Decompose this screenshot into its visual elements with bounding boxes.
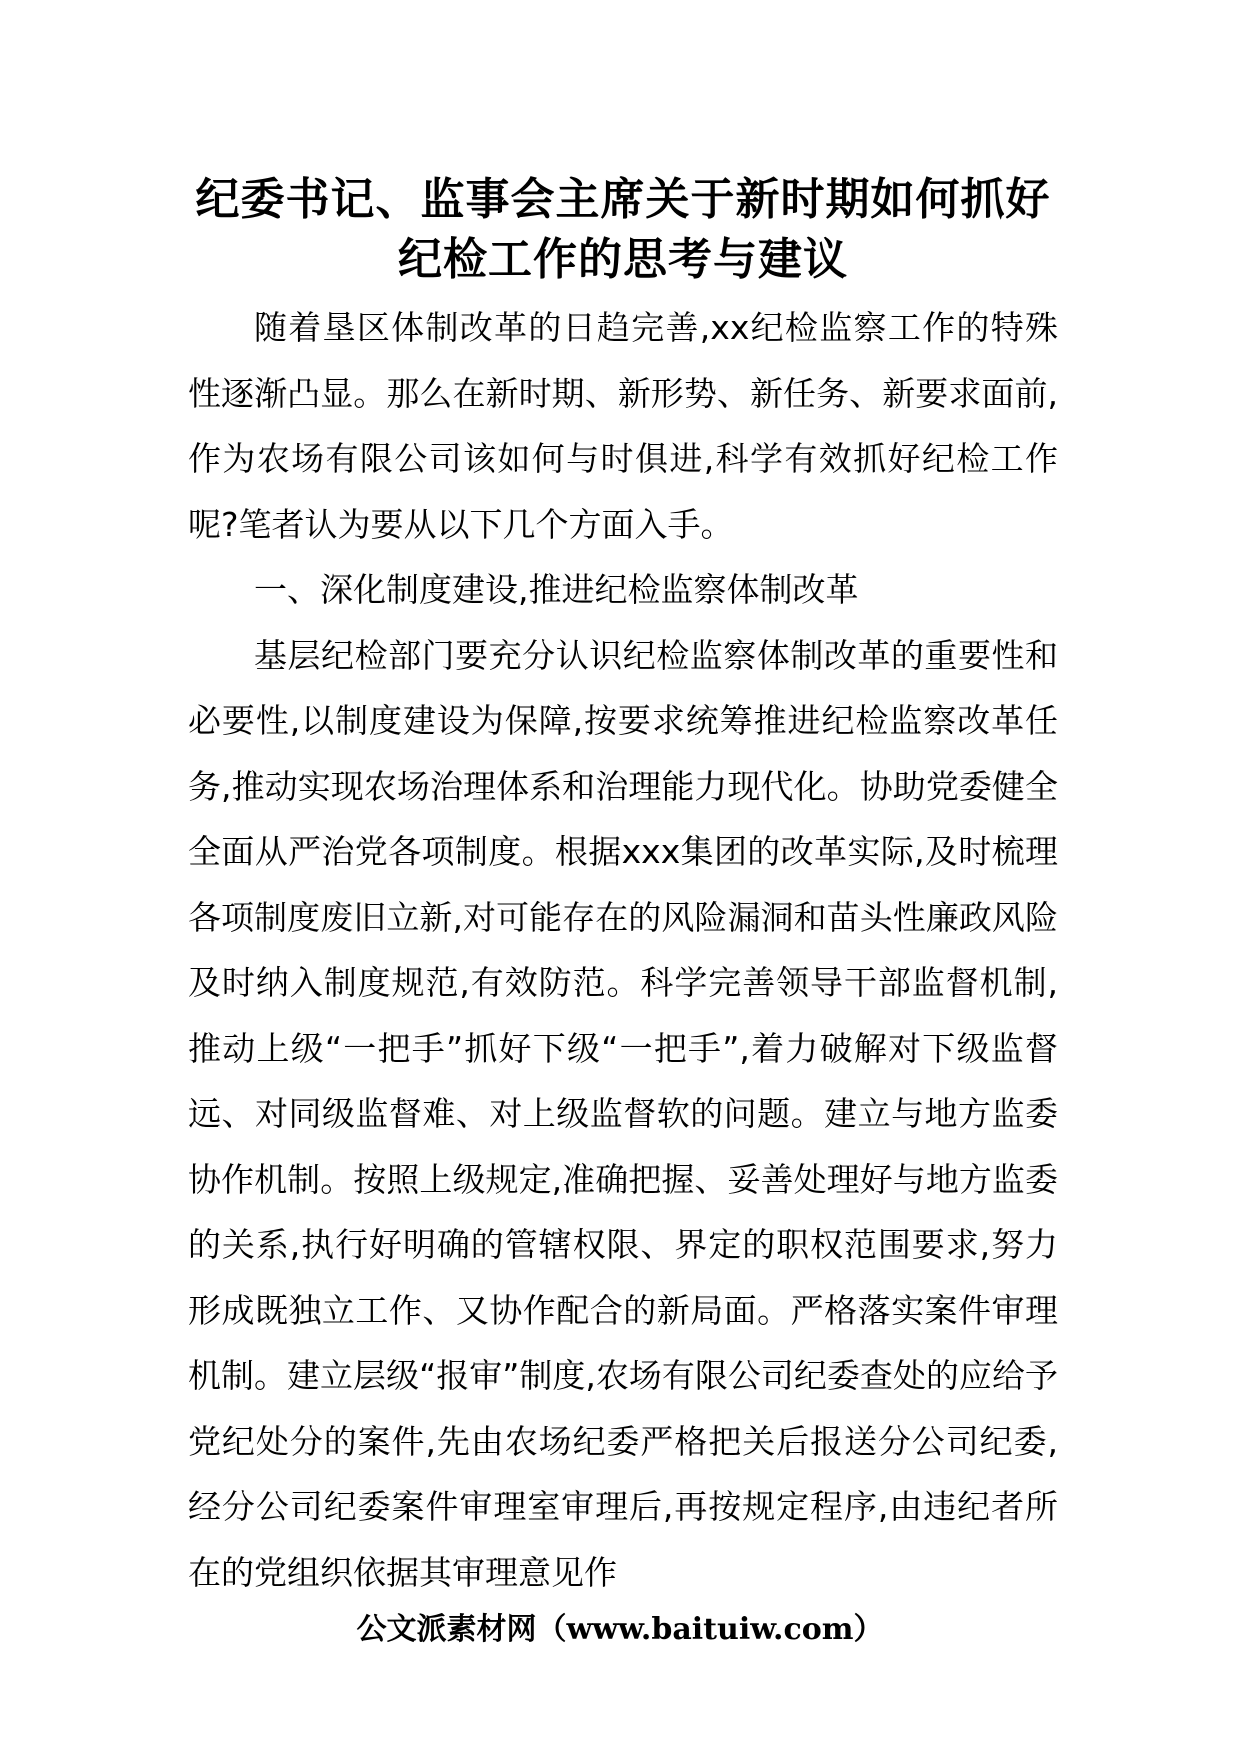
document-title: 纪委书记、监事会主席关于新时期如何抓好纪检工作的思考与建议 — [195, 174, 1051, 285]
paragraph-section-1: 基层纪检部门要充分认识纪检监察体制改革的重要性和必要性,以制度建设为保障,按要求统筹推进纪检监察改革任务,推动实现农场治理体系和治理能力现代化。协助党委健全全面从严治党各项制度。根据xxx集团的改革实际,及时梳理各项制度废旧立新,对可能存在的风险漏洞和苗头性廉政风险及时纳入制度规范,有效防范。科学完善领导干部监督机制,推动上级“一把手”抓好下级“一把手”,着力破解对下级监督远、对同级监督难、对上级监督软的问题。建立与地方监委协作机制。按照上级规定,准确把握、妥善处理好与地方监委的关系,执行好明确的管辖权限、界定的职权范围要求,努力形成既独立工作、又协作配合的新局面。严格落实案件审理机制。建立层级“报审”制度,农场有限公司纪委查处的应给予党纪处分的案件,先由农场纪委严格把关后报送分公司纪委,经分公司纪委案件审理室审理后,再按规定程序,由违纪者所在的党组织依据其审理意见作 — [188, 635, 1058, 1592]
paragraph-intro: 随着垦区体制改革的日趋完善,xx纪检监察工作的特殊性逐渐凸显。那么在新时期、新形势、新任务、新要求面前,作为农场有限公司该如何与时俱进,科学有效抓好纪检工作呢?笔者认为要从以下几个方面入手。 — [188, 308, 1058, 544]
document-body — [188, 295, 1058, 1605]
footer-watermark: 公文派素材网（www.baituiw.com） — [356, 1612, 884, 1647]
section-heading-1: 一、深化制度建设,推进纪检监察体制改革 — [254, 570, 859, 609]
